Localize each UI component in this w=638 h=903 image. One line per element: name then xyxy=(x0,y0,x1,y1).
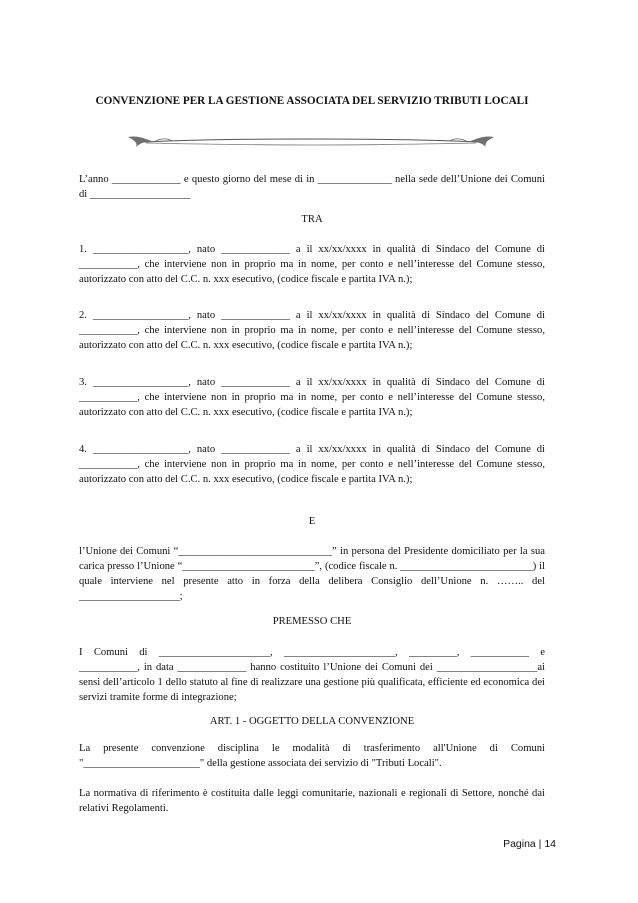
ornament-divider-icon xyxy=(124,133,498,151)
art1-paragraph: La presente convenzione disciplina le modalità di trasferimento all'Unione di Comuni "______________________" della gestione associata dei servizio di "Tributi Locali". xyxy=(79,743,545,769)
party-paragraph-1: 1. __________________, nato _____________ a il xx/xx/xxxx in qualità di Sindaco del Comune di ___________, che interviene non in proprio ma in nome, per conto e nell’interesse del Comune stesso, autorizzato con atto del C.C. n. xxx esecutivo, (codice fiscale e partita IVA n.); xyxy=(79,244,545,285)
e-heading: E xyxy=(308,516,316,527)
page-number-footer: Pagina | 14 xyxy=(503,838,556,850)
tra-heading: TRA xyxy=(301,214,323,225)
art1-heading: ART. 1 - OGGETTO DELLA CONVENZIONE xyxy=(209,716,415,727)
party-paragraph-4: 4. __________________, nato _____________ a il xx/xx/xxxx in qualità di Sindaco del Comune di ___________, che interviene non in proprio ma in nome, per conto e nell’interesse del Comune stesso, autorizzato con atto del C.C. n. xxx esecutivo, (codice fiscale e partita IVA n.); xyxy=(79,444,545,485)
document-title: CONVENZIONE PER LA GESTIONE ASSOCIATA DEL SERVIZIO TRIBUTI LOCALI xyxy=(95,95,529,107)
intro-paragraph: L’anno _____________ e questo giorno del mese di in ______________ nella sede dell’Unione dei Comuni di ___________________ xyxy=(79,174,545,200)
premesso-heading: PREMESSO CHE xyxy=(272,616,352,627)
normativa-paragraph: La normativa di riferimento è costituita dalle leggi comunitarie, nazionali e regionali di Settore, nonché dai relativi Regolamenti. xyxy=(79,788,545,814)
party-paragraph-3: 3. __________________, nato _____________ a il xx/xx/xxxx in qualità di Sindaco del Comune di ___________, che interviene non in proprio ma in nome, per conto e nell’interesse del Comune stesso, autorizzato con atto del C.C. n. xxx esecutivo, (codice fiscale e partita IVA n.); xyxy=(79,377,545,418)
premesso-paragraph: I Comuni di _____________________, _____________________, _________, ___________ e ___________, in data _____________ hanno costituito l’Unione dei Comuni dei ___________________ai sensi dell’articolo 1 dello statuto al fine di realizzare una gestione più qualificata, efficiente ed economica dei servizi tramite forme di integrazione; xyxy=(79,647,545,703)
unione-paragraph: l’Unione dei Comuni “_____________________________” in persona del Presidente domiciliato per la sua carica presso l’Unione “_________________________”, (codice fiscale n. _________________________) il quale interviene nel presente atto in forza della delibera Consiglio dell’Unione n. …….. del ___________________; xyxy=(79,546,545,602)
party-paragraph-2: 2. __________________, nato _____________ a il xx/xx/xxxx in qualità di Sindaco del Comune di ___________, che interviene non in proprio ma in nome, per conto e nell’interesse del Comune stesso, autorizzato con atto del C.C. n. xxx esecutivo, (codice fiscale e partita IVA n.); xyxy=(79,310,545,351)
